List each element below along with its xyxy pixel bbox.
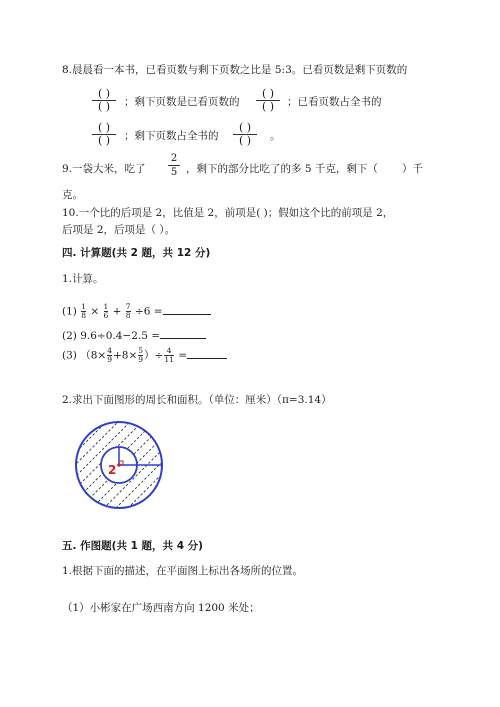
section-5-q1-item1: （1）小彬家在广场西南方向 1200 米处； bbox=[62, 602, 260, 614]
calc-3: (3) $(8\times\frac{4}{9}+8\times\frac{5}{9})\div\frac{4}{11}$ = bbox=[62, 347, 227, 364]
q8-end: 。 bbox=[270, 130, 281, 142]
calc-1: $(1) \frac{1}{8} \times \frac{1}{6} + \frac{7}{8} \div 6$ = bbox=[62, 303, 211, 320]
calc-2: (2) 9.6÷0.4−2.5 = bbox=[62, 328, 206, 342]
answer-blank[interactable] bbox=[163, 304, 211, 315]
center-point bbox=[117, 463, 121, 467]
q8-text3: ；剩下页数占全书的 bbox=[124, 130, 219, 142]
fraction: $\frac{1}{6}$ bbox=[103, 302, 109, 320]
answer-blank[interactable] bbox=[160, 328, 206, 339]
blank-fraction[interactable]: ( ) ( ) bbox=[230, 122, 260, 147]
blank-fraction[interactable]: ( ) ( ) bbox=[89, 88, 119, 113]
answer-blank[interactable] bbox=[187, 348, 227, 359]
q9-line2: 克。 bbox=[62, 189, 83, 201]
blank-fraction[interactable]: ( ) ( ) bbox=[89, 122, 119, 147]
fraction: $\frac{1}{8}$ bbox=[81, 302, 86, 320]
section-5-title: 五. 作图题(共 1 题，共 4 分) bbox=[62, 540, 203, 552]
annulus-figure bbox=[74, 420, 164, 510]
blank-fraction[interactable]: ( ) ( ) bbox=[253, 88, 283, 113]
q9-middle: ，剩下的部分比吃了的多 5 千克，剩下（ bbox=[186, 163, 378, 175]
fraction: $\frac{4}{9}$ bbox=[107, 346, 112, 364]
fraction: $\frac{4}{11}$ bbox=[164, 346, 174, 364]
fraction: $\frac{5}{9}$ bbox=[138, 346, 144, 364]
section-5-q1-title: 1.根据下面的描述，在平面图上标出各场所的位置。 bbox=[62, 565, 304, 577]
q8-text2: ；已看页数占全书的 bbox=[287, 96, 382, 108]
q8-line1: 8.晨晨看一本书，已看页数与剩下页数之比是 5:3。已看页数是剩下页数的 bbox=[62, 64, 408, 76]
q9-prefix: 9.一袋大米，吃了 bbox=[62, 163, 146, 175]
section-4-q2-title: 2.求出下面图形的周长和面积。（单位：厘米）（π=3.14） bbox=[62, 394, 332, 406]
q10-line2: 后项是 2，后项是（ ）。 bbox=[62, 224, 176, 236]
q9-suffix: ）千 bbox=[402, 163, 423, 175]
section-4-q1-title: 1.计算。 bbox=[62, 273, 104, 285]
q8-text1: ；剩下页数是已看页数的 bbox=[124, 96, 240, 108]
q10-line1: 10.一个比的后项是 2，比值是 2，前项是( )；假如这个比的前项是 2， bbox=[62, 207, 394, 219]
section-4-title: 四. 计算题(共 2 题，共 12 分) bbox=[62, 247, 211, 259]
fraction: 2 5 bbox=[168, 153, 180, 178]
radius-label: 2 bbox=[108, 463, 117, 477]
fraction: $\frac{7}{8}$ bbox=[125, 302, 131, 320]
